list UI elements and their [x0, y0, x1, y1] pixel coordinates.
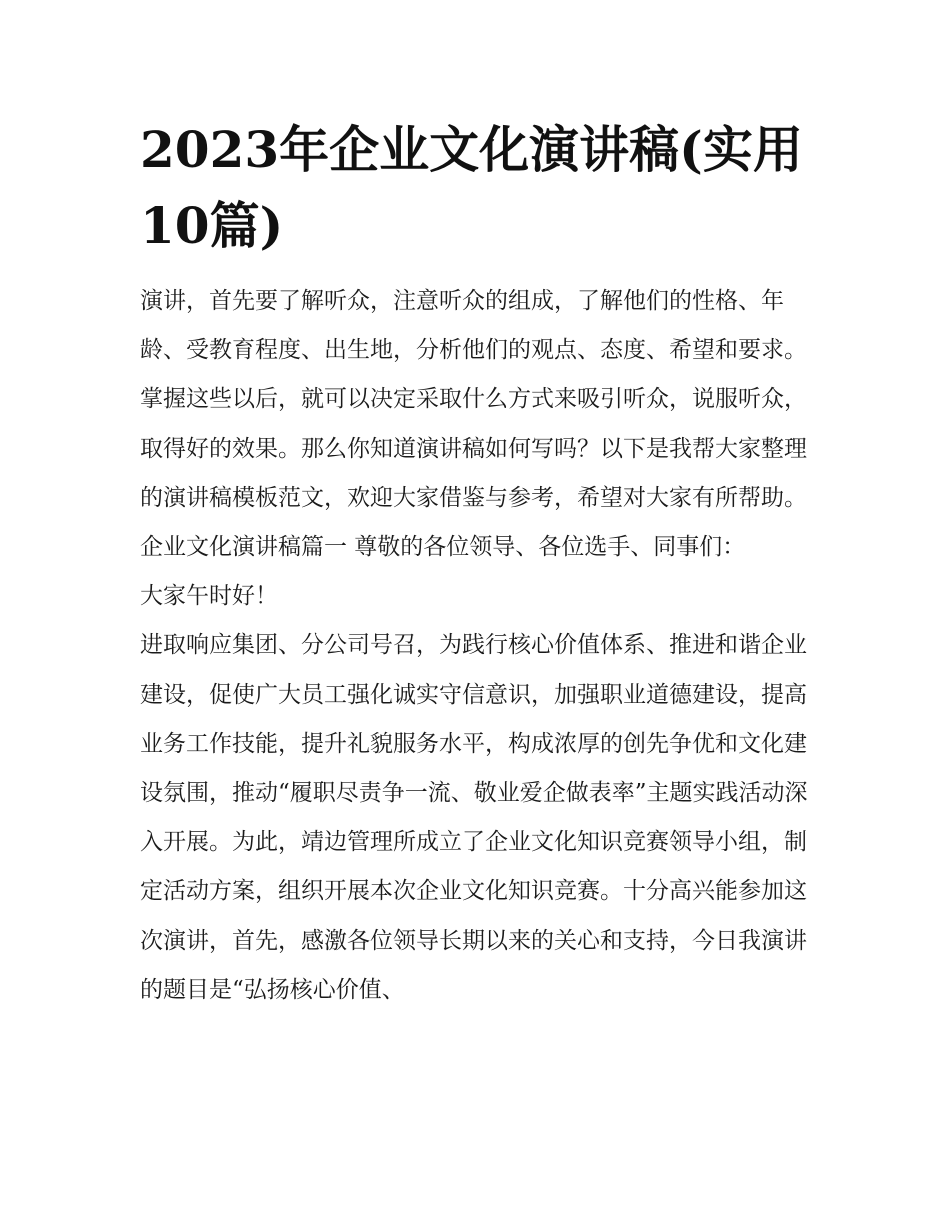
intro-paragraph: 演讲，首先要了解听众，注意听众的组成，了解他们的性格、年龄、受教育程度、出生地，分析他们的观点、态度、希望和要求。掌握这些以后，就可以决定采取什么方式来吸引听众，说服听众，取得好的效果。那么你知道演讲稿如何写吗？以下是我帮大家整理的演讲稿模板范文，欢迎大家借鉴与参考，希望对大家有所帮助。: [140, 288, 807, 511]
speech-heading-paragraph: 企业文化演讲稿篇一 尊敬的各位领导、各位选手、同事们：: [140, 534, 746, 561]
greeting-paragraph: 大家午时好！: [140, 583, 278, 610]
document-body: [140, 277, 820, 1015]
speech-body-paragraph: 进取响应集团、分公司号召，为践行核心价值体系、推进和谐企业建设，促使广大员工强化诚实守信意识，加强职业道德建设，提高业务工作技能，提升礼貌服务水平，构成浓厚的创先争优和文化建设氛围，推动“履职尽责争一流、敬业爱企做表率”主题实践活动深入开展。为此，靖边管理所成立了企业文化知识竞赛领导小组，制定活动方案，组织开展本次企业文化知识竞赛。十分高兴能参加这次演讲，首先，感激各位领导长期以来的关心和支持，今日我演讲的题目是“弘扬核心价值、: [140, 632, 808, 1003]
document-title: 2023年企业文化演讲稿(实用10篇): [140, 120, 803, 255]
